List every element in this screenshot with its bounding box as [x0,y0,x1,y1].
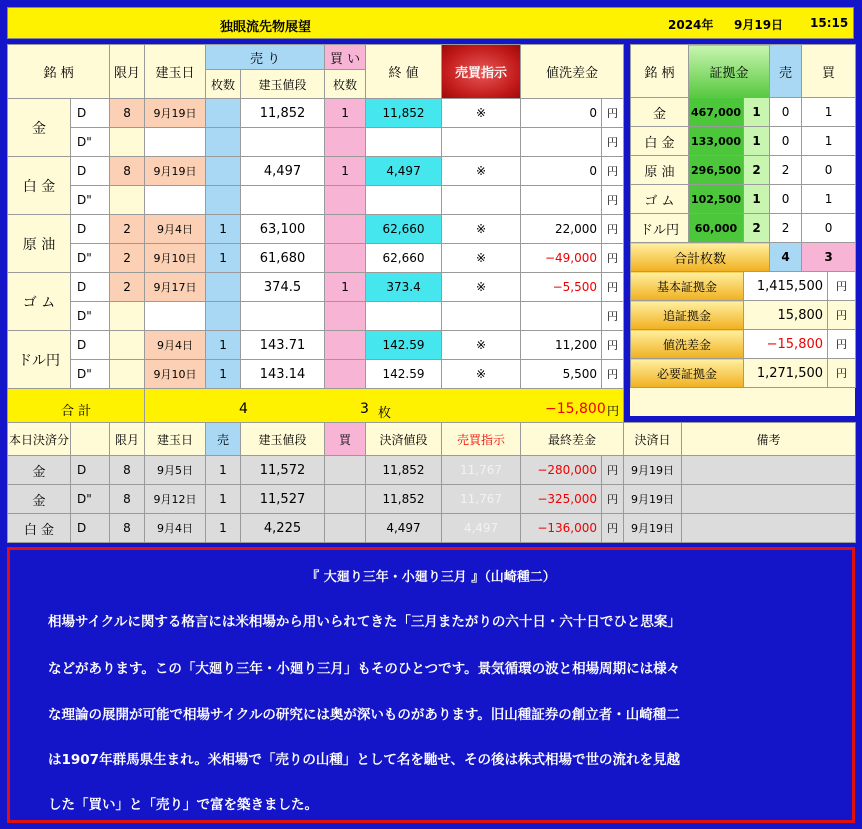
summary-row [631,272,856,301]
valuation-diff: −49,000 [521,244,602,273]
sell-qty [206,186,241,215]
unit-yen: 円 [602,514,624,543]
commodity-name: 白 金 [8,157,71,215]
valuation-diff: 0 [521,157,602,186]
settled-sell: 1 [206,456,241,485]
sell-qty [206,302,241,331]
contract-type: D" [71,244,110,273]
header-time: 15:15 [810,16,849,30]
app-title: 独眼流先物展望 [220,20,312,35]
margin-count: 1 [744,185,770,214]
unit-yen: 円 [828,301,856,330]
settled-col-biko: 備考 [682,423,856,456]
close-price [366,302,442,331]
buy-qty: 1 [325,273,366,302]
close-price: 142.59 [366,331,442,360]
unit-yen: 円 [602,456,624,485]
valuation-diff: −5,500 [521,273,602,302]
trade-instruction: ※ [442,215,521,244]
settle-date: 9月19日 [624,514,682,543]
position-price: 143.71 [241,331,325,360]
contract-month [110,302,145,331]
column-box [7,547,855,823]
margin-amount: 60,000 [689,214,744,243]
sell-qty [206,273,241,302]
column-title: 『 大廻り三年・小廻り三月 』（山崎種二） [306,570,556,585]
valuation-diff: 11,200 [521,331,602,360]
settled-date: 9月5日 [145,456,206,485]
position-price [241,186,325,215]
summary-label: 基本証拠金 [631,272,744,301]
settled-note [682,485,856,514]
margin-row [631,185,856,214]
margin-buy: 0 [802,156,856,185]
contract-month: 2 [110,244,145,273]
valuation-diff [521,302,602,331]
unit-yen: 円 [602,302,624,331]
trade-instruction [442,302,521,331]
unit-yen: 円 [602,157,624,186]
col-maisu-buy: 枚数 [325,70,366,99]
buy-qty [325,302,366,331]
settled-buy [325,514,366,543]
position-price: 374.5 [241,273,325,302]
settle-price: 4,497 [366,514,442,543]
buy-qty [325,186,366,215]
margin-commodity: 原 油 [631,156,689,185]
settled-col-type [71,423,110,456]
position-date [145,128,206,157]
position-date: 9月19日 [145,99,206,128]
position-date: 9月4日 [145,215,206,244]
settled-panel [7,422,855,540]
unit-yen: 円 [602,186,624,215]
contract-type: D [71,99,110,128]
contract-month [110,360,145,389]
position-row [8,302,624,331]
position-row [8,360,624,389]
settled-type: D [71,456,110,485]
position-row [8,99,624,128]
buy-qty [325,215,366,244]
settle-price: 11,852 [366,485,442,514]
settled-commodity: 白 金 [8,514,71,543]
valuation-diff [521,128,602,157]
buy-qty: 1 [325,99,366,128]
margin-sell: 2 [770,156,802,185]
final-diff: −136,000 [521,514,602,543]
col-tategyokubi: 建玉日 [145,45,206,99]
unit-yen: 円 [602,273,624,302]
column-line: した「買い」と「売り」で富を築きました。 [48,797,318,813]
contract-month [110,186,145,215]
summary-label: 追証拠金 [631,301,744,330]
trade-instruction: ※ [442,244,521,273]
contract-type: D" [71,302,110,331]
settled-col-tategyokubi: 建玉日 [145,423,206,456]
settled-col-kessai-nedan: 決済値段 [366,423,442,456]
unit-yen: 円 [828,272,856,301]
positions-panel [7,44,623,421]
margin-amount: 133,000 [689,127,744,156]
total-diff: −15,800 [545,401,606,417]
settled-month: 8 [110,456,145,485]
position-date [145,302,206,331]
settled-sell: 1 [206,485,241,514]
settled-col-kai: 買 [325,423,366,456]
position-row [8,244,624,273]
margin-col-uri: 売 [770,45,802,98]
margin-row [631,156,856,185]
col-kai: 買 い [325,45,366,70]
margin-count: 1 [744,98,770,127]
contract-month [110,331,145,360]
position-price [241,302,325,331]
unit-yen: 円 [602,128,624,157]
position-date: 9月17日 [145,273,206,302]
trade-instruction: ※ [442,331,521,360]
settled-col-kessaibi: 決済日 [624,423,682,456]
margin-col-kai: 買 [802,45,856,98]
margin-buy: 1 [802,127,856,156]
sell-qty: 1 [206,331,241,360]
settled-instruction: 11,767 [442,456,521,485]
contract-month: 8 [110,157,145,186]
trade-instruction: ※ [442,157,521,186]
position-row [8,331,624,360]
total-unit-mai: 枚 [378,406,392,421]
contract-type: D [71,215,110,244]
summary-row [631,359,856,388]
col-owarine: 終 値 [366,45,442,99]
position-date: 9月10日 [145,360,206,389]
contract-month: 8 [110,99,145,128]
settled-sell: 1 [206,514,241,543]
position-price: 11,852 [241,99,325,128]
settled-note [682,456,856,485]
position-date: 9月19日 [145,157,206,186]
settled-instruction: 11,767 [442,485,521,514]
position-row [8,273,624,302]
settled-col-baibai-shiji: 売買指示 [442,423,521,456]
settled-row [8,456,856,485]
contract-month [110,128,145,157]
close-price: 62,660 [366,244,442,273]
position-price: 4,497 [241,157,325,186]
settled-buy [325,456,366,485]
column-line: は1907年群馬県生まれ。米相場で「売りの山種」として名を馳せ、その後は株式相場で世の流れを見越 [48,752,680,768]
total-count-buy: 3 [802,243,856,272]
settled-col-saishu-sakin: 最終差金 [521,423,624,456]
sell-qty [206,157,241,186]
sell-qty [206,99,241,128]
close-price: 373.4 [366,273,442,302]
unit-yen: 円 [602,331,624,360]
total-sell: 4 [239,401,248,417]
contract-type: D [71,273,110,302]
settled-month: 8 [110,485,145,514]
margin-buy: 1 [802,98,856,127]
summary-row [631,301,856,330]
valuation-diff [521,186,602,215]
col-uri: 売 り [206,45,325,70]
margin-commodity: ドル円 [631,214,689,243]
commodity-name: ゴ ム [8,273,71,331]
valuation-diff: 0 [521,99,602,128]
margin-count: 2 [744,156,770,185]
settle-date: 9月19日 [624,485,682,514]
position-row [8,215,624,244]
contract-type: D" [71,186,110,215]
sell-qty: 1 [206,215,241,244]
trade-instruction [442,128,521,157]
settled-date: 9月12日 [145,485,206,514]
summary-value: −15,800 [744,330,828,359]
contract-type: D" [71,128,110,157]
buy-qty [325,128,366,157]
margin-col-meigara: 銘 柄 [631,45,689,98]
total-count-label: 合計枚数 [631,243,770,272]
col-gengetsu: 限月 [110,45,145,99]
contract-type: D [71,331,110,360]
summary-label: 値洗差金 [631,330,744,359]
margin-buy: 1 [802,185,856,214]
unit-yen: 円 [602,99,624,128]
close-price: 62,660 [366,215,442,244]
settled-row [8,485,856,514]
col-maisu-sell: 枚数 [206,70,241,99]
position-row [8,186,624,215]
col-tategyoku-nedan: 建玉値段 [241,70,325,99]
column-line: 相場サイクルに関する格言には米相場から用いられてきた「三月またがりの六十日・六十日でひと思案」 [48,614,681,630]
unit-yen: 円 [602,485,624,514]
contract-type: D" [71,360,110,389]
position-date: 9月10日 [145,244,206,273]
close-price: 142.59 [366,360,442,389]
settled-price: 11,527 [241,485,325,514]
settled-col-honjitsu: 本日決済分 [8,423,71,456]
margin-amount: 467,000 [689,98,744,127]
total-unit: 円 [607,404,620,418]
summary-value: 1,415,500 [744,272,828,301]
settled-col-uri: 売 [206,423,241,456]
settled-price: 4,225 [241,514,325,543]
unit-yen: 円 [602,215,624,244]
settled-col-gengetsu: 限月 [110,423,145,456]
margin-table [630,44,856,388]
col-meigara: 銘 柄 [8,45,110,99]
trade-instruction: ※ [442,273,521,302]
summary-value: 15,800 [744,301,828,330]
margin-count: 2 [744,214,770,243]
trade-instruction: ※ [442,99,521,128]
position-price: 143.14 [241,360,325,389]
margin-sell: 0 [770,127,802,156]
commodity-name: 金 [8,99,71,157]
margin-panel [630,44,855,416]
margin-col-shokokin: 証拠金 [689,45,770,98]
header-bar [7,7,854,39]
summary-row [631,330,856,359]
sell-qty: 1 [206,244,241,273]
summary-label: 必要証拠金 [631,359,744,388]
settled-buy [325,485,366,514]
unit-yen: 円 [828,330,856,359]
margin-commodity: ゴ ム [631,185,689,214]
margin-sell: 2 [770,214,802,243]
positions-table [7,44,624,430]
margin-commodity: 金 [631,98,689,127]
total-count-sell: 4 [770,243,802,272]
settled-commodity: 金 [8,485,71,514]
sell-qty [206,128,241,157]
margin-sell: 0 [770,98,802,127]
close-price: 4,497 [366,157,442,186]
col-nearai: 値洗差金 [521,45,624,99]
unit-yen: 円 [602,244,624,273]
unit-yen: 円 [602,360,624,389]
margin-sell: 0 [770,185,802,214]
total-buy: 3 [360,401,369,417]
total-label: 合 計 [8,389,145,430]
close-price: 11,852 [366,99,442,128]
unit-yen: 円 [828,359,856,388]
column-line: などがあります。この「大廻り三年・小廻り三月」もそのひとつです。景気循環の波と相場周期には様々 [48,661,681,677]
settled-col-tategyoku-nedan: 建玉値段 [241,423,325,456]
header-date: 9月19日 [734,18,784,32]
header-year: 2024年 [668,18,714,32]
buy-qty [325,331,366,360]
summary-value: 1,271,500 [744,359,828,388]
settle-date: 9月19日 [624,456,682,485]
settled-table [7,422,856,543]
margin-commodity: 白 金 [631,127,689,156]
valuation-diff: 5,500 [521,360,602,389]
settled-row [8,514,856,543]
position-price [241,128,325,157]
settled-type: D [71,514,110,543]
margin-count: 1 [744,127,770,156]
final-diff: −325,000 [521,485,602,514]
settled-price: 11,572 [241,456,325,485]
margin-row [631,127,856,156]
settled-type: D" [71,485,110,514]
settled-note [682,514,856,543]
margin-amount: 296,500 [689,156,744,185]
commodity-name: ドル円 [8,331,71,389]
margin-buy: 0 [802,214,856,243]
position-price: 61,680 [241,244,325,273]
position-row [8,157,624,186]
margin-amount: 102,500 [689,185,744,214]
buy-qty [325,244,366,273]
trade-instruction [442,186,521,215]
position-row [8,128,624,157]
settled-month: 8 [110,514,145,543]
final-diff: −280,000 [521,456,602,485]
commodity-name: 原 油 [8,215,71,273]
settle-price: 11,852 [366,456,442,485]
buy-qty [325,360,366,389]
close-price [366,186,442,215]
sell-qty: 1 [206,360,241,389]
position-price: 63,100 [241,215,325,244]
settled-date: 9月4日 [145,514,206,543]
position-date: 9月4日 [145,331,206,360]
margin-row [631,98,856,127]
column-line: な理論の展開が可能で相場サイクルの研究には奥が深いものがあります。旧山種証券の創立者・山崎種二 [48,707,680,723]
margin-row [631,214,856,243]
close-price [366,128,442,157]
valuation-diff: 22,000 [521,215,602,244]
contract-month: 2 [110,215,145,244]
settled-instruction: 4,497 [442,514,521,543]
settled-commodity: 金 [8,456,71,485]
contract-month: 2 [110,273,145,302]
contract-type: D [71,157,110,186]
baibai-shiji-header: 売買指示 [442,45,521,99]
buy-qty: 1 [325,157,366,186]
trade-instruction: ※ [442,360,521,389]
position-date [145,186,206,215]
